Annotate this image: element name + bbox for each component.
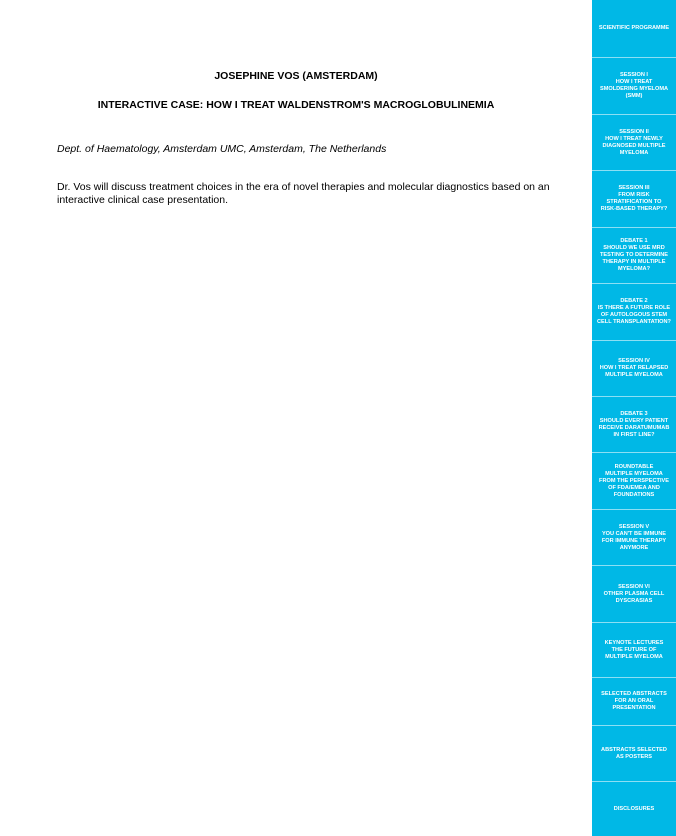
speaker-heading: JOSEPHINE VOS (AMSTERDAM) [214,70,378,82]
nav-label: ABSTRACTS SELECTED AS POSTERS [601,746,667,760]
affiliation-text: Dept. of Haematology, Amsterdam UMC, Amsterdam, The Netherlands [57,143,387,155]
nav-label: DEBATE 1 SHOULD WE USE MRD TESTING TO DETERMINE THERAPY IN MULTIPLE MYELOMA? [600,238,668,272]
nav-label: DISCLOSURES [613,805,655,812]
nav-label: SESSION VI OTHER PLASMA CELL DYSCRASIAS [603,583,665,604]
nav-label: SESSION I HOW I TREAT SMOLDERING MYELOMA (SMM) [599,72,669,99]
nav-label: SCIENTIFIC PROGRAMME [598,25,670,31]
nav-label: DEBATE 2 IS THERE A FUTURE ROLE OF AUTOLOGOUS STEM CELL TRANSPLANTATION? [597,298,671,325]
nav-label: SELECTED ABSTRACTS FOR AN ORAL PRESENTATION [601,691,667,711]
nav-session-1[interactable] [592,57,676,114]
talk-title: INTERACTIVE CASE: HOW I TREAT WALDENSTROM'S MACROGLOBULINEMIA [97,99,495,111]
nav-label: SESSION II HOW I TREAT NEWLY DIAGNOSED MULTIPLE MYELOMA [602,128,666,156]
nav-keynote-lectures[interactable] [592,622,676,677]
nav-label: SESSION V YOU CAN'T BE IMMUNE FOR IMMUNE THERAPY ANYMORE [601,523,667,551]
nav-session-4[interactable] [592,340,676,396]
nav-session-5[interactable] [592,509,676,565]
nav-session-6[interactable] [592,565,676,622]
nav-label: DEBATE 3 SHOULD EVERY PATIENT RECEIVE DARATUMUMAB IN FIRST LINE? [598,410,670,438]
nav-session-2[interactable] [592,114,676,170]
sidebar-nav [592,0,676,836]
nav-label: KEYNOTE LECTURES THE FUTURE OF MULTIPLE MYELOMA [604,639,664,660]
nav-abstracts-posters[interactable] [592,725,676,781]
nav-label: SESSION III FROM RISK STRATIFICATION TO RISK-BASED THERAPY? [600,185,668,212]
nav-label: SESSION IV HOW I TREAT RELAPSED MULTIPLE MYELOMA [599,358,669,378]
nav-session-3[interactable] [592,170,676,227]
nav-roundtable[interactable] [592,452,676,509]
nav-debate-1[interactable] [592,227,676,283]
nav-debate-2[interactable] [592,283,676,340]
nav-selected-abstracts[interactable] [592,677,676,725]
nav-label: ROUNDTABLE MULTIPLE MYELOMA FROM THE PERSPECTIVE OF FDA/EMEA AND FOUNDATIONS [599,463,669,498]
nav-debate-3[interactable] [592,396,676,452]
nav-disclosures[interactable] [592,781,676,836]
nav-scientific-programme[interactable] [592,0,676,57]
description-text: Dr. Vos will discuss treatment choices in the era of novel therapies and molecular diagnostics based on an interactive clinical case presentation. [57,181,550,206]
